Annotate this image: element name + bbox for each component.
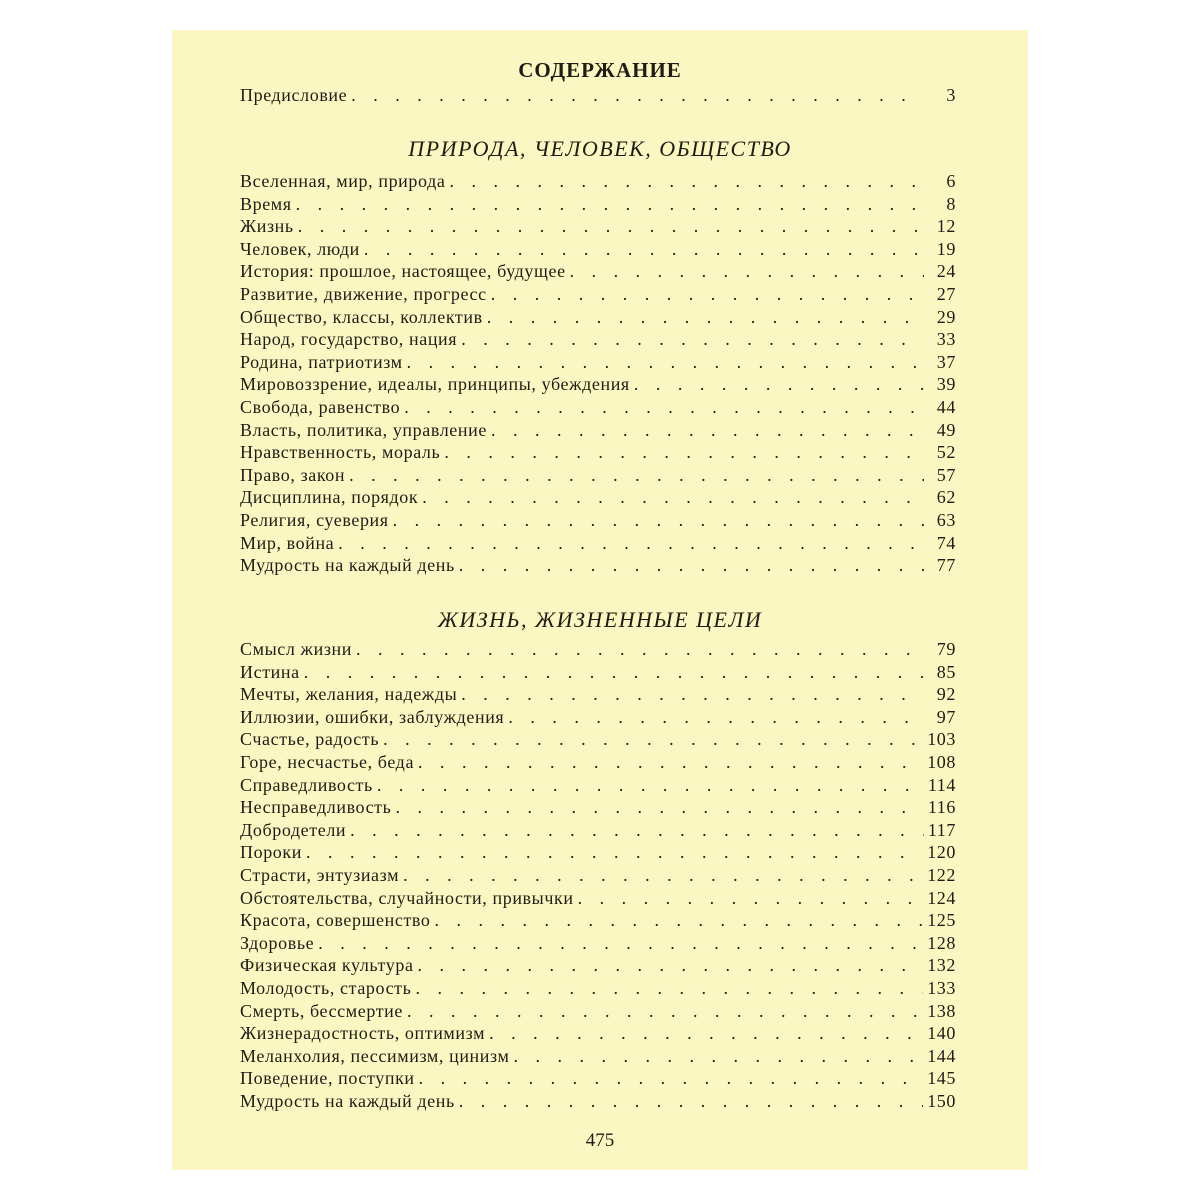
toc-entry-label: Жизнерадостность, оптимизм (240, 1023, 486, 1044)
dot-leader (298, 215, 924, 237)
dot-leader (383, 728, 923, 750)
toc-entry (240, 706, 956, 728)
dot-leader (508, 706, 924, 728)
dot-leader (351, 84, 924, 106)
toc-entry-page: 92 (936, 684, 956, 705)
toc-entry-page: 124 (927, 887, 956, 908)
toc-entry-label: Развитие, движение, прогресс (240, 284, 487, 304)
section-heading: ПРИРОДА, ЧЕЛОВЕК, ОБЩЕСТВО (408, 136, 792, 161)
dot-leader (513, 1045, 923, 1067)
toc-entry-label: Обстоятельства, случайности, привычки (240, 887, 574, 908)
toc-entry (240, 1067, 956, 1089)
dot-leader (491, 419, 924, 441)
page-number: 475 (585, 1130, 615, 1151)
dot-leader (377, 774, 924, 796)
dot-leader (318, 932, 923, 954)
toc-entry-label: Смысл жизни (240, 639, 353, 659)
dot-leader (350, 819, 924, 841)
toc-entry-label: Добродетели (240, 819, 347, 840)
toc-entry (240, 887, 956, 909)
toc-entry-page: 103 (927, 729, 956, 750)
toc-entry-label: Истина (240, 661, 300, 682)
dot-leader (407, 351, 924, 373)
section-heading: ЖИЗНЬ, ЖИЗНЕННЫЕ ЦЕЛИ (437, 607, 763, 632)
toc-entry (240, 909, 956, 931)
toc-entry (240, 954, 956, 976)
toc-entry (240, 751, 956, 773)
toc-entry-label: Справедливость (240, 774, 373, 795)
toc-entry-label: Вселенная, мир, природа (240, 171, 446, 191)
toc-entry-label: Мечты, желания, надежды (240, 684, 458, 705)
toc-entry-label: История: прошлое, настоящее, будущее (240, 261, 566, 282)
toc-entry (240, 464, 956, 486)
toc-entry-label: Страсти, энтузиазм (240, 865, 400, 885)
toc-entry (240, 193, 956, 215)
dot-leader (578, 887, 924, 909)
toc-entry-page: 8 (946, 193, 956, 214)
dot-leader (393, 509, 924, 531)
toc-entry-label: Мировоззрение, идеалы, принципы, убеждения (240, 374, 630, 395)
toc-entry-label: Время (240, 193, 292, 214)
toc-entry-label: Свобода, равенство (240, 397, 401, 417)
toc-entry (240, 977, 956, 999)
toc-entry-page: 12 (936, 216, 956, 237)
dot-leader (338, 532, 924, 554)
dot-leader (459, 1090, 923, 1112)
toc-entry-page: 24 (936, 261, 956, 282)
toc-entry (240, 532, 956, 554)
dot-leader (296, 193, 924, 215)
toc-entry-label: Иллюзии, ошибки, заблуждения (240, 706, 505, 727)
toc-entry-page: 140 (927, 1023, 956, 1044)
toc-entry-page: 37 (936, 351, 956, 372)
toc-entry (240, 238, 956, 260)
toc-entry (240, 728, 956, 750)
dot-leader (404, 396, 924, 418)
toc-entry (240, 509, 956, 531)
dot-leader (349, 464, 924, 486)
toc-entry-page: 116 (927, 797, 956, 818)
toc-entry-page: 77 (936, 555, 956, 576)
toc-entry-page: 19 (936, 238, 956, 259)
toc-entry-label: Несправедливость (240, 797, 392, 818)
dot-leader (306, 841, 923, 863)
toc-entry (240, 841, 956, 863)
toc-entry-label: Религия, суеверия (240, 510, 389, 530)
toc-entry-page: 6 (946, 171, 956, 191)
toc-entry-page: 49 (936, 419, 956, 440)
toc-entry-label: Народ, государство, нация (240, 329, 458, 350)
toc-entry (240, 796, 956, 818)
toc-entry (240, 819, 956, 841)
dot-leader (459, 554, 924, 576)
toc-entry-label: Мудрость на каждый день (240, 1091, 455, 1111)
toc-entry-page: 27 (936, 284, 956, 304)
toc-entry-page: 133 (927, 978, 956, 998)
dot-leader (418, 954, 924, 976)
toc-entry-label: Власть, политика, управление (240, 419, 487, 440)
toc-entry (240, 328, 956, 350)
toc-entry-label: Смерть, бессмертие (240, 1000, 403, 1021)
toc-entry-label: Здоровье (240, 932, 315, 953)
toc-entry-label: Право, закон (240, 464, 346, 485)
toc-entry-label: Дисциплина, порядок (240, 487, 419, 508)
toc-entry-label: Мудрость на каждый день (240, 555, 455, 576)
toc-entry-label: Родина, патриотизм (240, 351, 403, 372)
toc-entry-label: Красота, совершенство (240, 910, 431, 931)
toc-entry-label: Меланхолия, пессимизм, цинизм (240, 1045, 510, 1066)
toc-entry-page: 138 (927, 1000, 956, 1021)
page-title: СОДЕРЖАНИЕ (518, 58, 682, 82)
dot-leader (444, 441, 924, 463)
toc-entry (240, 638, 956, 660)
toc-entry-page: 97 (936, 706, 956, 727)
dot-leader (461, 328, 924, 350)
dot-leader (415, 977, 923, 999)
toc-entry-page: 39 (936, 374, 956, 395)
dot-leader (418, 751, 923, 773)
toc-entry-label: Человек, люди (240, 238, 360, 259)
toc-entry (240, 683, 956, 705)
toc-entry (240, 486, 956, 508)
dot-leader (435, 909, 924, 931)
toc-entry-label: Счастье, радость (240, 729, 380, 750)
toc-entry-page: 63 (936, 510, 956, 530)
dot-leader (634, 373, 924, 395)
toc-entry (240, 554, 956, 576)
toc-entry-label: Жизнь (240, 216, 294, 237)
toc-entry-label: Пороки (240, 842, 302, 863)
toc-entry-page: 33 (936, 329, 956, 350)
toc-entry (240, 396, 956, 418)
dot-leader (449, 170, 924, 192)
dot-leader (487, 306, 924, 328)
toc-entry (240, 260, 956, 282)
toc-entry (240, 774, 956, 796)
toc-entry-label: Молодость, старость (240, 978, 412, 998)
toc-entry-page: 128 (927, 932, 956, 953)
toc-entry (240, 215, 956, 237)
toc-entry-page: 62 (936, 487, 956, 508)
toc-entry-page: 29 (936, 306, 956, 327)
toc-entry (240, 441, 956, 463)
toc-entry (240, 1045, 956, 1067)
dot-leader (422, 486, 924, 508)
toc-entry-page: 150 (927, 1091, 956, 1111)
dot-leader (395, 796, 923, 818)
dot-leader (570, 260, 924, 282)
toc-entry-page: 79 (936, 639, 956, 659)
toc-entry (240, 351, 956, 373)
toc-entry-page: 117 (927, 819, 956, 840)
toc-entry (240, 306, 956, 328)
toc-entry-preface (240, 84, 956, 106)
dot-leader (489, 1022, 923, 1044)
toc-entry (240, 283, 956, 305)
dot-leader (403, 864, 923, 886)
toc-entry-label: Предисловие (240, 85, 348, 105)
toc-entry-label: Горе, несчастье, беда (240, 752, 415, 772)
dot-leader (461, 683, 924, 705)
toc-entry-page: 74 (936, 532, 956, 553)
toc-entry-label: Нравственность, мораль (240, 442, 441, 463)
dot-leader (304, 661, 924, 683)
toc-entry-page: 57 (936, 464, 956, 485)
toc-entry-page: 145 (927, 1068, 956, 1089)
toc-entry (240, 1000, 956, 1022)
toc-entry (240, 373, 956, 395)
toc-entry-page: 108 (927, 752, 956, 772)
toc-entry-label: Мир, война (240, 532, 335, 553)
toc-entry (240, 170, 956, 192)
toc-entry-page: 52 (936, 442, 956, 463)
toc-entry-page: 144 (927, 1045, 956, 1066)
toc-entry (240, 661, 956, 683)
dot-leader (407, 1000, 923, 1022)
toc-entry-page: 44 (936, 397, 956, 417)
dot-leader (419, 1067, 924, 1089)
toc-entry (240, 864, 956, 886)
toc-entry (240, 419, 956, 441)
toc-entry-page: 3 (946, 85, 956, 105)
toc-entry-label: Физическая культура (240, 955, 414, 976)
toc-entry-page: 125 (927, 910, 956, 931)
toc-entry-label: Поведение, поступки (240, 1068, 415, 1089)
dot-leader (491, 283, 924, 305)
toc-entry-label: Общество, классы, коллектив (240, 306, 483, 327)
toc-entry-page: 122 (927, 865, 956, 885)
toc-entry-page: 120 (927, 842, 956, 863)
toc-entry-page: 132 (927, 955, 956, 976)
dot-leader (364, 238, 924, 260)
toc-entry-page: 85 (936, 661, 956, 682)
toc-entry (240, 932, 956, 954)
toc-entry (240, 1090, 956, 1112)
book-page (172, 30, 1028, 1170)
dot-leader (356, 638, 924, 660)
toc-entry (240, 1022, 956, 1044)
toc-entry-page: 114 (927, 774, 956, 795)
